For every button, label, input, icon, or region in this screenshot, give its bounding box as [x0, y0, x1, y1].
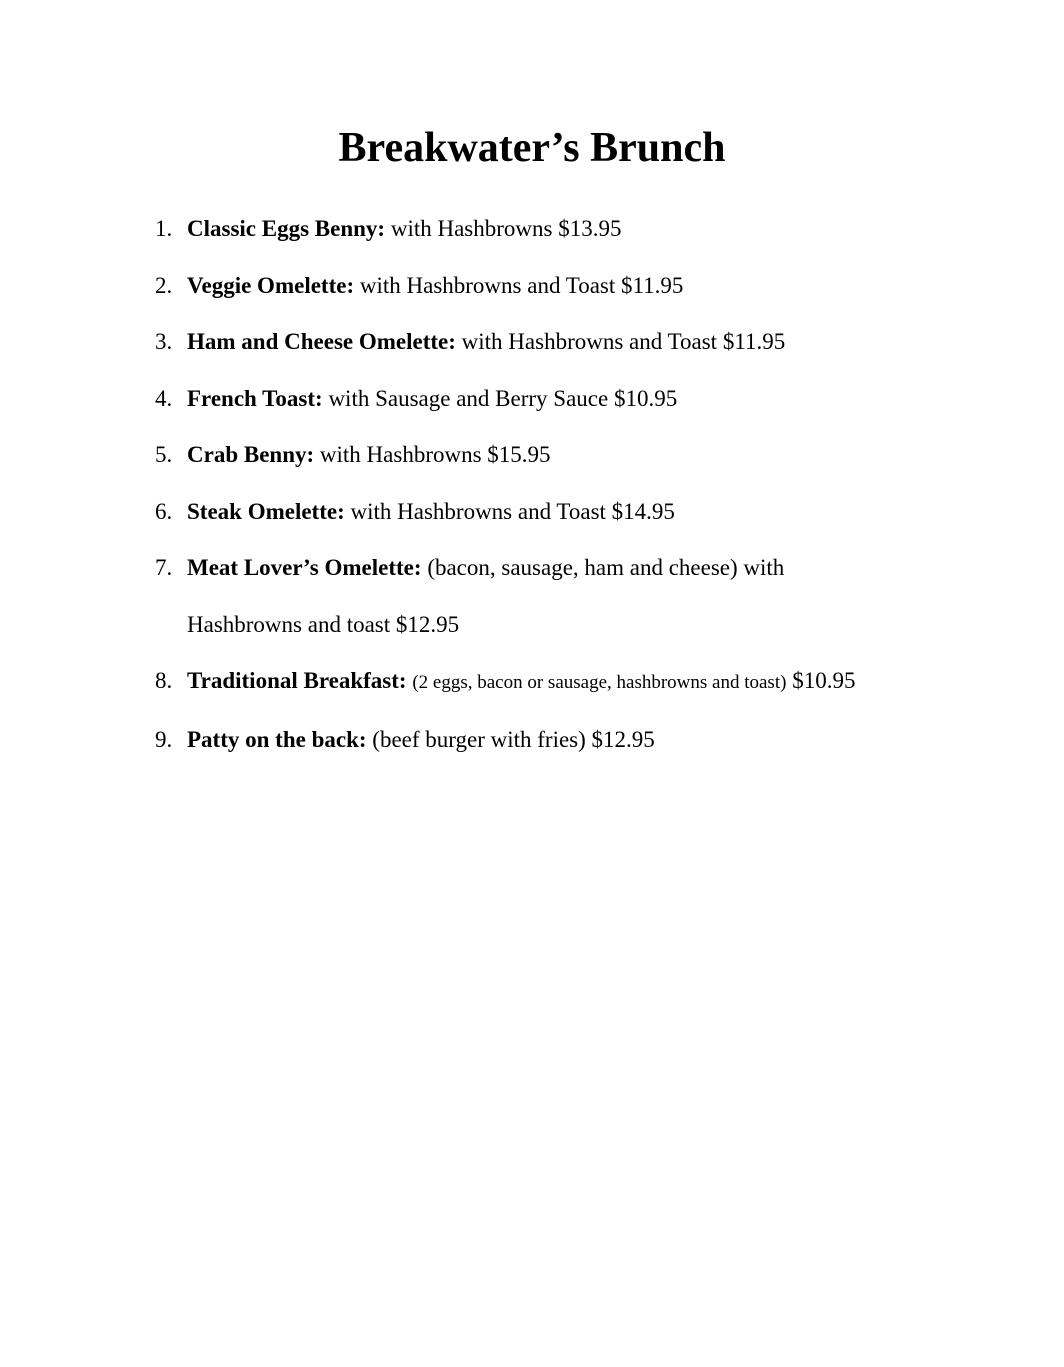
item-price: $14.95 [611, 498, 675, 524]
item-number: 8. [155, 668, 173, 693]
menu-item-ham-and-cheese-omelette [0, 325, 1064, 359]
item-description: with Hashbrowns and Toast [359, 272, 616, 298]
item-number: 5. [155, 442, 173, 467]
item-price: $10.95 [613, 385, 678, 411]
item-price: $15.95 [487, 442, 551, 467]
item-number: 3. [155, 329, 173, 354]
item-description-line-2: Hashbrowns and toast [187, 611, 391, 637]
item-description: (bacon, sausage, ham and cheese) with [427, 555, 785, 580]
item-number: 4. [155, 385, 173, 411]
item-name: Crab Benny: [187, 442, 315, 467]
item-description: with Hashbrowns and Toast [350, 498, 606, 524]
item-name: Meat Lover’s Omelette: [187, 555, 422, 580]
item-number: 7. [155, 555, 173, 580]
menu-item-steak-omelette [0, 495, 1064, 529]
menu-item-crab-benny [0, 438, 1064, 472]
menu-item-patty-on-the-back [0, 723, 1064, 757]
item-name: Ham and Cheese Omelette: [187, 329, 456, 354]
item-price: $13.95 [558, 216, 622, 241]
item-description: with Hashbrowns [319, 442, 482, 467]
page-title: Breakwater’s Brunch [338, 125, 726, 171]
menu-item-traditional-breakfast [0, 664, 1064, 700]
item-description: with Sausage and Berry Sauce [328, 385, 609, 411]
item-number: 6. [155, 498, 173, 524]
item-price: $10.95 [792, 668, 856, 693]
item-number: 1. [155, 216, 173, 241]
item-number: 2. [155, 272, 173, 298]
item-name: French Toast: [187, 385, 323, 411]
item-description: with Hashbrowns [390, 216, 553, 241]
menu-item-french-toast [0, 382, 1064, 416]
menu-item-veggie-omelette [0, 269, 1064, 303]
item-price: $12.95 [591, 726, 655, 752]
item-price: $11.95 [722, 329, 786, 354]
item-name: Traditional Breakfast: [187, 668, 407, 693]
item-price: $11.95 [621, 272, 684, 298]
item-name: Patty on the back: [187, 726, 367, 752]
item-description: (2 eggs, bacon or sausage, hashbrowns and toast) [412, 672, 787, 693]
item-name: Classic Eggs Benny: [187, 216, 386, 241]
menu-item-meat-lovers-omelette [0, 551, 1064, 642]
item-price: $12.95 [395, 611, 460, 637]
menu-list [0, 212, 1064, 779]
item-description-continued [187, 608, 1064, 642]
menu-item-classic-eggs-benny [0, 212, 1064, 246]
item-name: Veggie Omelette: [187, 272, 355, 298]
item-description: with Hashbrowns and Toast [461, 329, 718, 354]
item-number: 9. [155, 726, 173, 752]
item-description: (beef burger with fries) [372, 726, 586, 752]
item-name: Steak Omelette: [187, 498, 345, 524]
